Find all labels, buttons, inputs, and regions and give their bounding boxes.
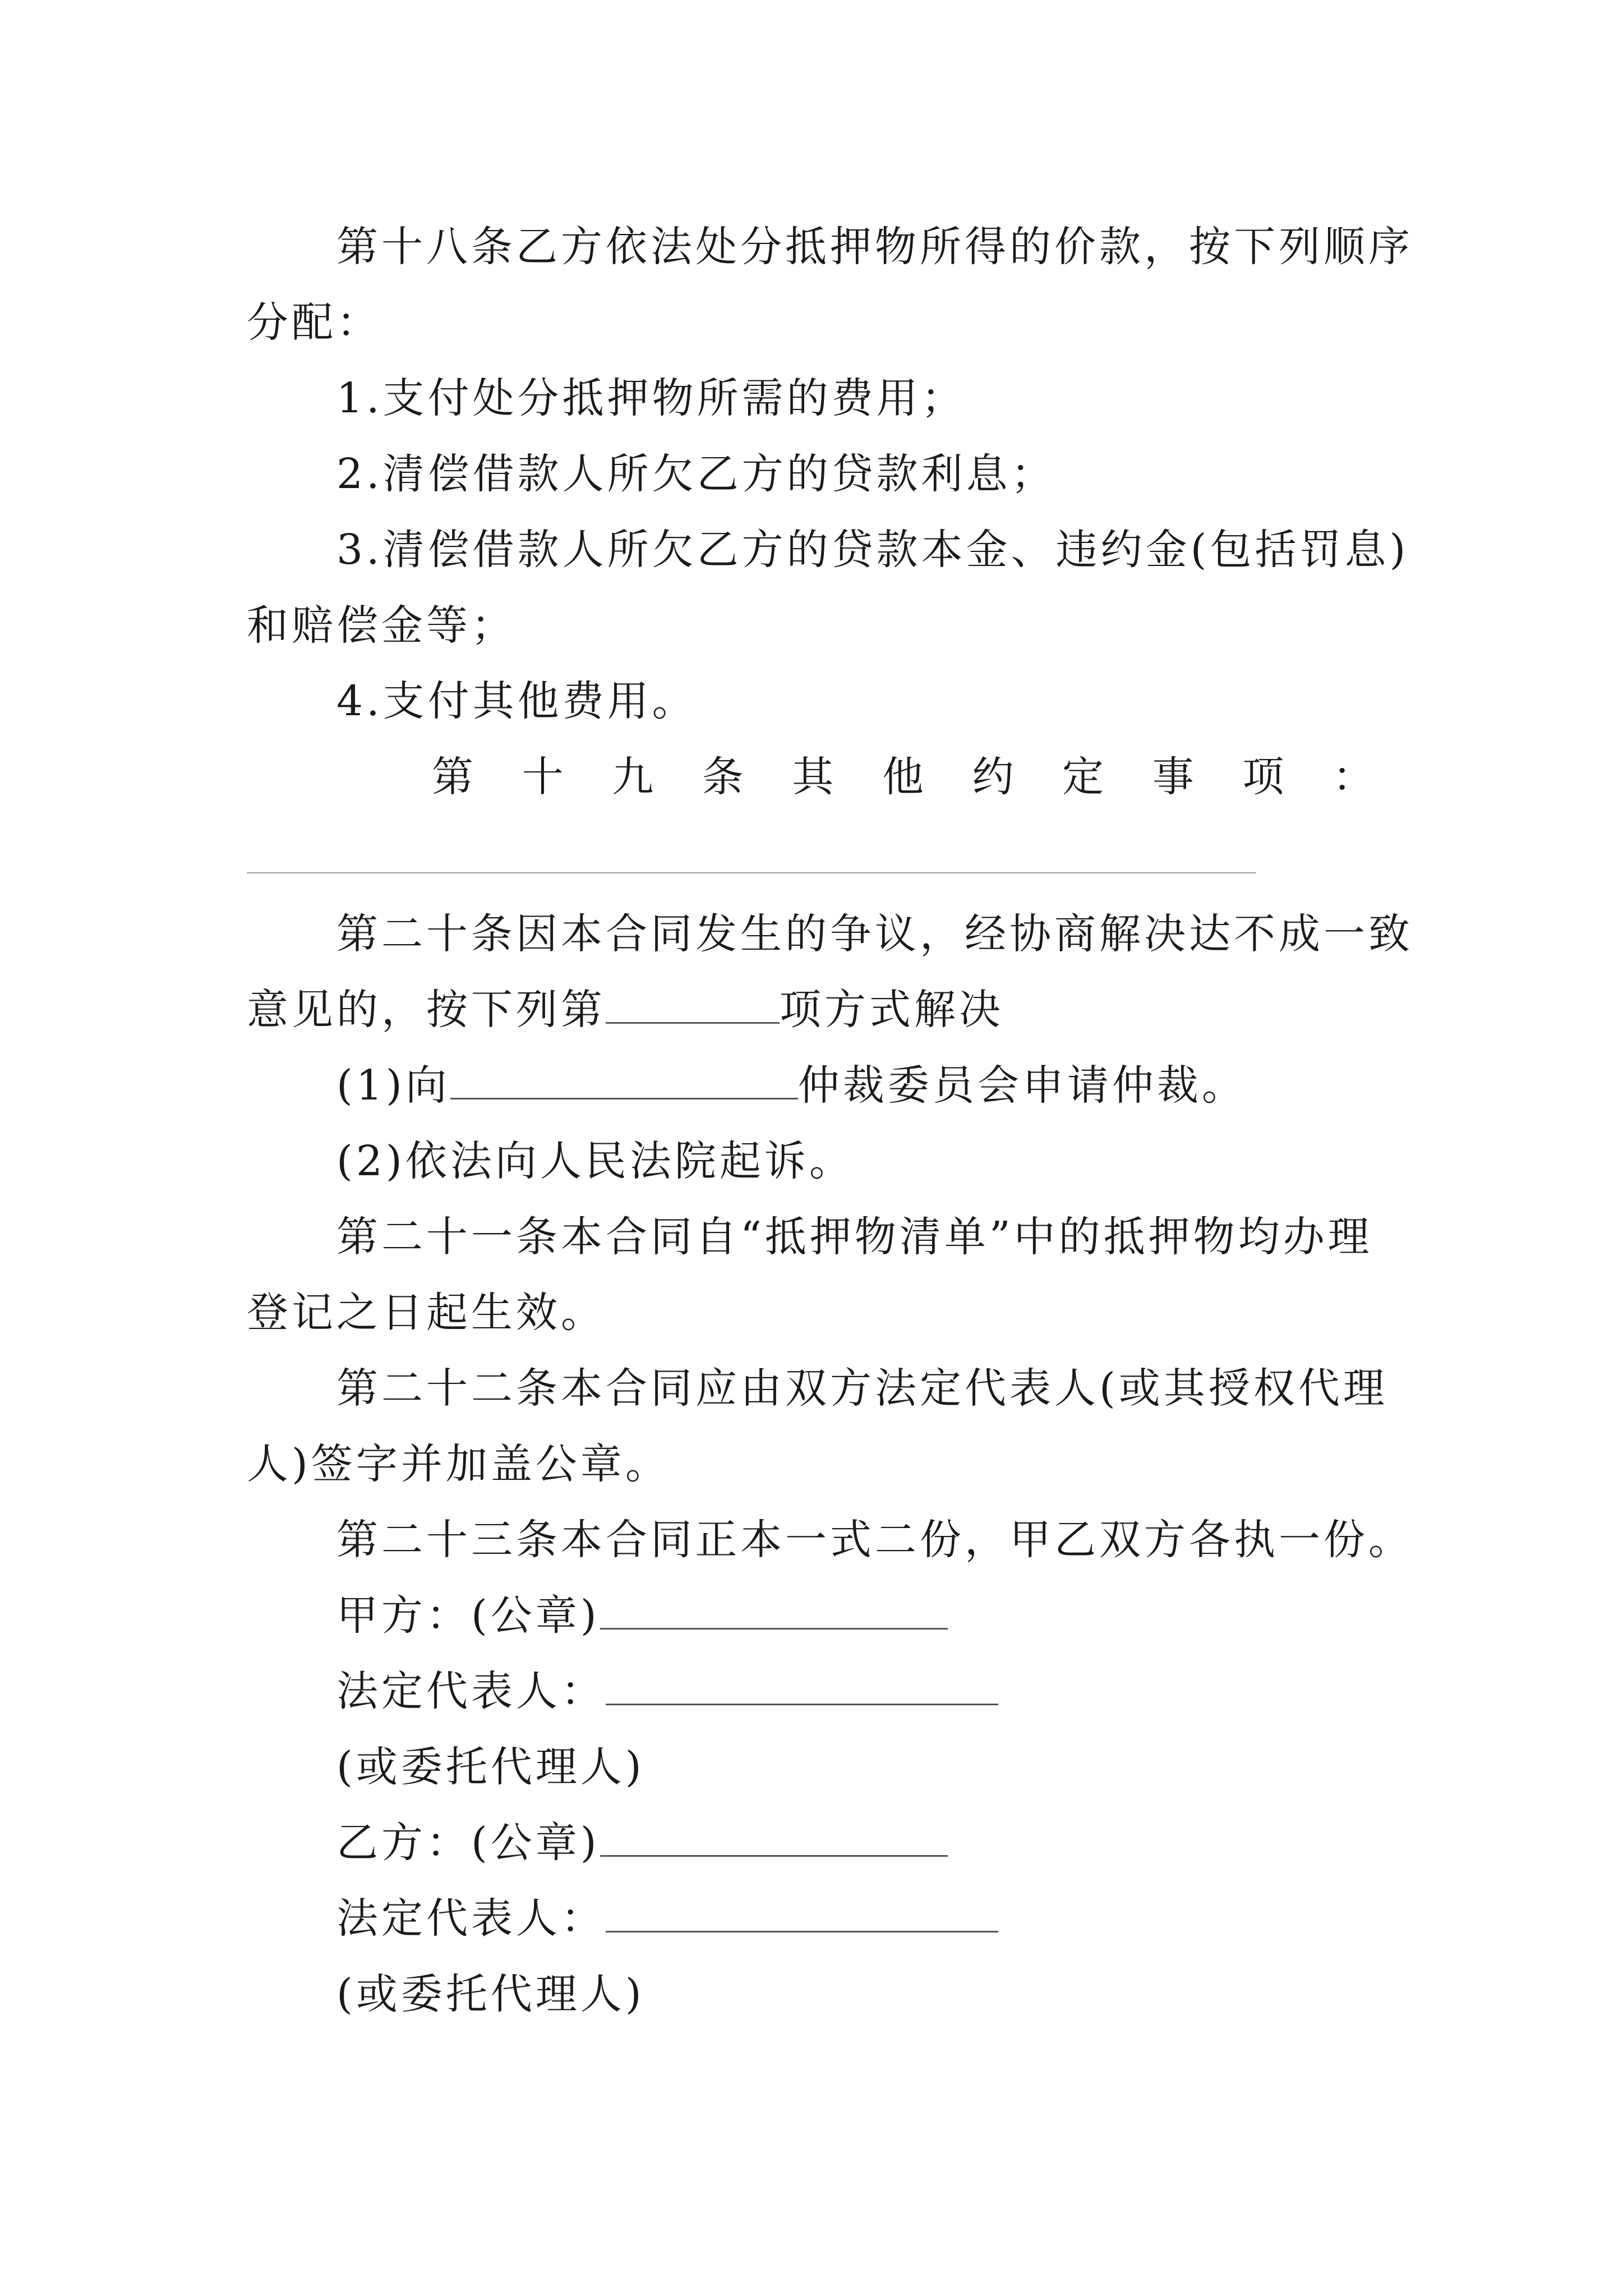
article-21-line-1: 第二十一条本合同自“抵押物清单”中的抵押物均办理 [336, 1213, 1373, 1261]
article-20-option-1 [336, 1057, 1247, 1114]
article-19-char: ： [1332, 753, 1374, 801]
article-19-char: 第 [432, 753, 473, 801]
article-19-blank-rule [247, 872, 1256, 873]
party-a-label: 甲方：(公章) [336, 1591, 600, 1640]
article-22-line-2: 人)签字并加盖公章。 [247, 1440, 670, 1488]
blank-party-a-seal [600, 1589, 948, 1630]
article-19-char: 其 [792, 753, 834, 801]
signature-agent-a: (或委托代理人) [336, 1743, 645, 1791]
article-19-char: 项 [1242, 753, 1284, 801]
option-1-end: 仲裁委员会申请仲裁。 [797, 1061, 1247, 1110]
article-19-char: 约 [972, 753, 1014, 801]
blank-option-number [606, 983, 780, 1024]
article-19-char: 条 [702, 753, 744, 801]
blank-rep-b [606, 1892, 998, 1932]
article-19-heading [432, 749, 1374, 805]
article-20-line-1: 第二十条因本合同发生的争议，经协商解决达不成一致 [336, 910, 1413, 958]
article-21-line-2: 登记之日起生效。 [247, 1289, 606, 1337]
article-19-char: 他 [882, 753, 924, 801]
article-19-char: 十 [522, 753, 564, 801]
article-19-char: 事 [1152, 753, 1194, 801]
article-20-option-2: (2)依法向人民法院起诉。 [336, 1137, 854, 1185]
article-18-line-1: 第十八条乙方依法处分抵押物所得的价款，按下列顺序 [336, 223, 1413, 271]
article-20-line-2-start: 意见的，按下列第 [247, 986, 606, 1034]
signature-rep-b [336, 1890, 998, 1947]
article-23-line-1: 第二十三条本合同正本一式二份，甲乙双方各执一份。 [336, 1516, 1413, 1564]
article-20-line-2-end: 项方式解决 [780, 986, 1004, 1034]
article-20-line-2 [247, 982, 1004, 1038]
article-18-item-3-cont: 和赔偿金等； [247, 601, 516, 650]
rep-a-label: 法定代表人： [336, 1667, 606, 1715]
article-19-char: 定 [1062, 753, 1104, 801]
blank-arbitration-commission [450, 1059, 798, 1099]
signature-agent-b: (或委托代理人) [336, 1970, 645, 2018]
signature-rep-a [336, 1663, 998, 1719]
option-1-start: (1)向 [336, 1061, 450, 1110]
article-18-item-3: 3.清偿借款人所欠乙方的贷款本金、违约金(包括罚息) [336, 526, 1409, 574]
blank-rep-a [606, 1664, 998, 1705]
article-18-line-2: 分配： [247, 298, 381, 347]
article-18-item-2: 2.清偿借款人所欠乙方的贷款利息； [336, 450, 1056, 498]
article-18-item-1: 1.支付处分抵押物所需的费用； [336, 374, 966, 422]
signature-party-a [336, 1588, 948, 1644]
article-19-char: 九 [612, 753, 654, 801]
article-18-item-4: 4.支付其他费用。 [336, 677, 697, 725]
rep-b-label: 法定代表人： [336, 1894, 606, 1943]
party-b-label: 乙方：(公章) [336, 1819, 600, 1867]
signature-party-b [336, 1815, 948, 1871]
blank-party-b-seal [600, 1816, 948, 1857]
article-22-line-1: 第二十二条本合同应由双方法定代表人(或其授权代理 [336, 1364, 1388, 1412]
